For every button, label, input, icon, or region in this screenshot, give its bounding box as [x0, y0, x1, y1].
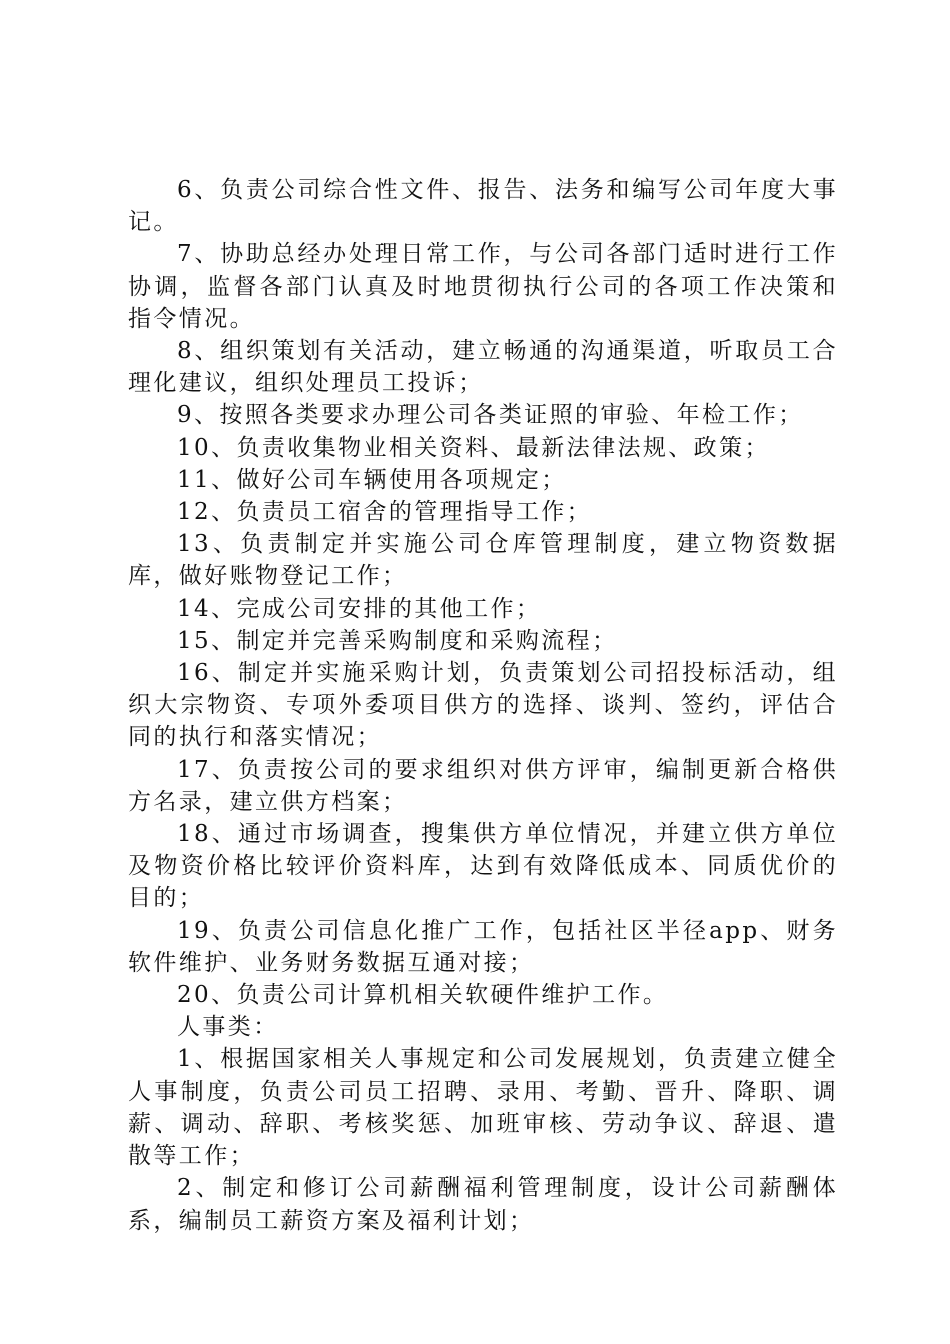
duty-item-16: 16、制定并实施采购计划，负责策划公司招投标活动，组织大宗物资、专项外委项目供方的选择、谈判、签约，评估合同的执行和落实情况；: [128, 660, 838, 751]
document-body: [128, 174, 838, 1237]
duty-item-20: 20、负责公司计算机相关软硬件维护工作。: [177, 982, 669, 1009]
duty-item-11: 11、做好公司车辆使用各项规定；: [177, 466, 567, 493]
duty-item-13: 13、负责制定并实施公司仓库管理制度，建立物资数据库，做好账物登记工作；: [128, 531, 838, 590]
duty-item-8: 8、组织策划有关活动，建立畅通的沟通渠道，听取员工合理化建议，组织处理员工投诉；: [128, 338, 838, 397]
duty-item-18: 18、通过市场调查，搜集供方单位情况，并建立供方单位及物资价格比较评价资料库，达到有效降低成本、同质优价的目的；: [128, 821, 838, 912]
duty-item-12: 12、负责员工宿舍的管理指导工作；: [177, 499, 593, 526]
hr-item-1: 1、根据国家相关人事规定和公司发展规划，负责建立健全人事制度，负责公司员工招聘、录用、考勤、晋升、降职、调薪、调动、辞职、考核奖惩、加班审核、劳动争议、辞退、遣散等工作；: [128, 1046, 838, 1170]
duty-item-6: 6、负责公司综合性文件、报告、法务和编写公司年度大事记。: [128, 177, 838, 236]
duty-item-7: 7、协助总经办处理日常工作，与公司各部门适时进行工作协调，监督各部门认真及时地贯彻执行公司的各项工作决策和指令情况。: [128, 241, 838, 332]
duty-item-9: 9、按照各类要求办理公司各类证照的审验、年检工作；: [177, 402, 804, 429]
hr-item-2: 2、制定和修订公司薪酬福利管理制度，设计公司薪酬体系，编制员工薪资方案及福利计划；: [128, 1175, 838, 1234]
duty-item-17: 17、负责按公司的要求组织对供方评审，编制更新合格供方名录，建立供方档案；: [128, 756, 838, 815]
duty-item-10: 10、负责收集物业相关资料、最新法律法规、政策；: [177, 434, 770, 461]
section-heading-hr: 人事类：: [177, 1014, 279, 1041]
duty-item-14: 14、完成公司安排的其他工作；: [177, 595, 542, 622]
duty-item-19: 19、负责公司信息化推广工作，包括社区半径app、财务软件维护、业务财务数据互通对接；: [128, 917, 838, 976]
duty-item-15: 15、制定并完善采购制度和采购流程；: [177, 627, 618, 654]
